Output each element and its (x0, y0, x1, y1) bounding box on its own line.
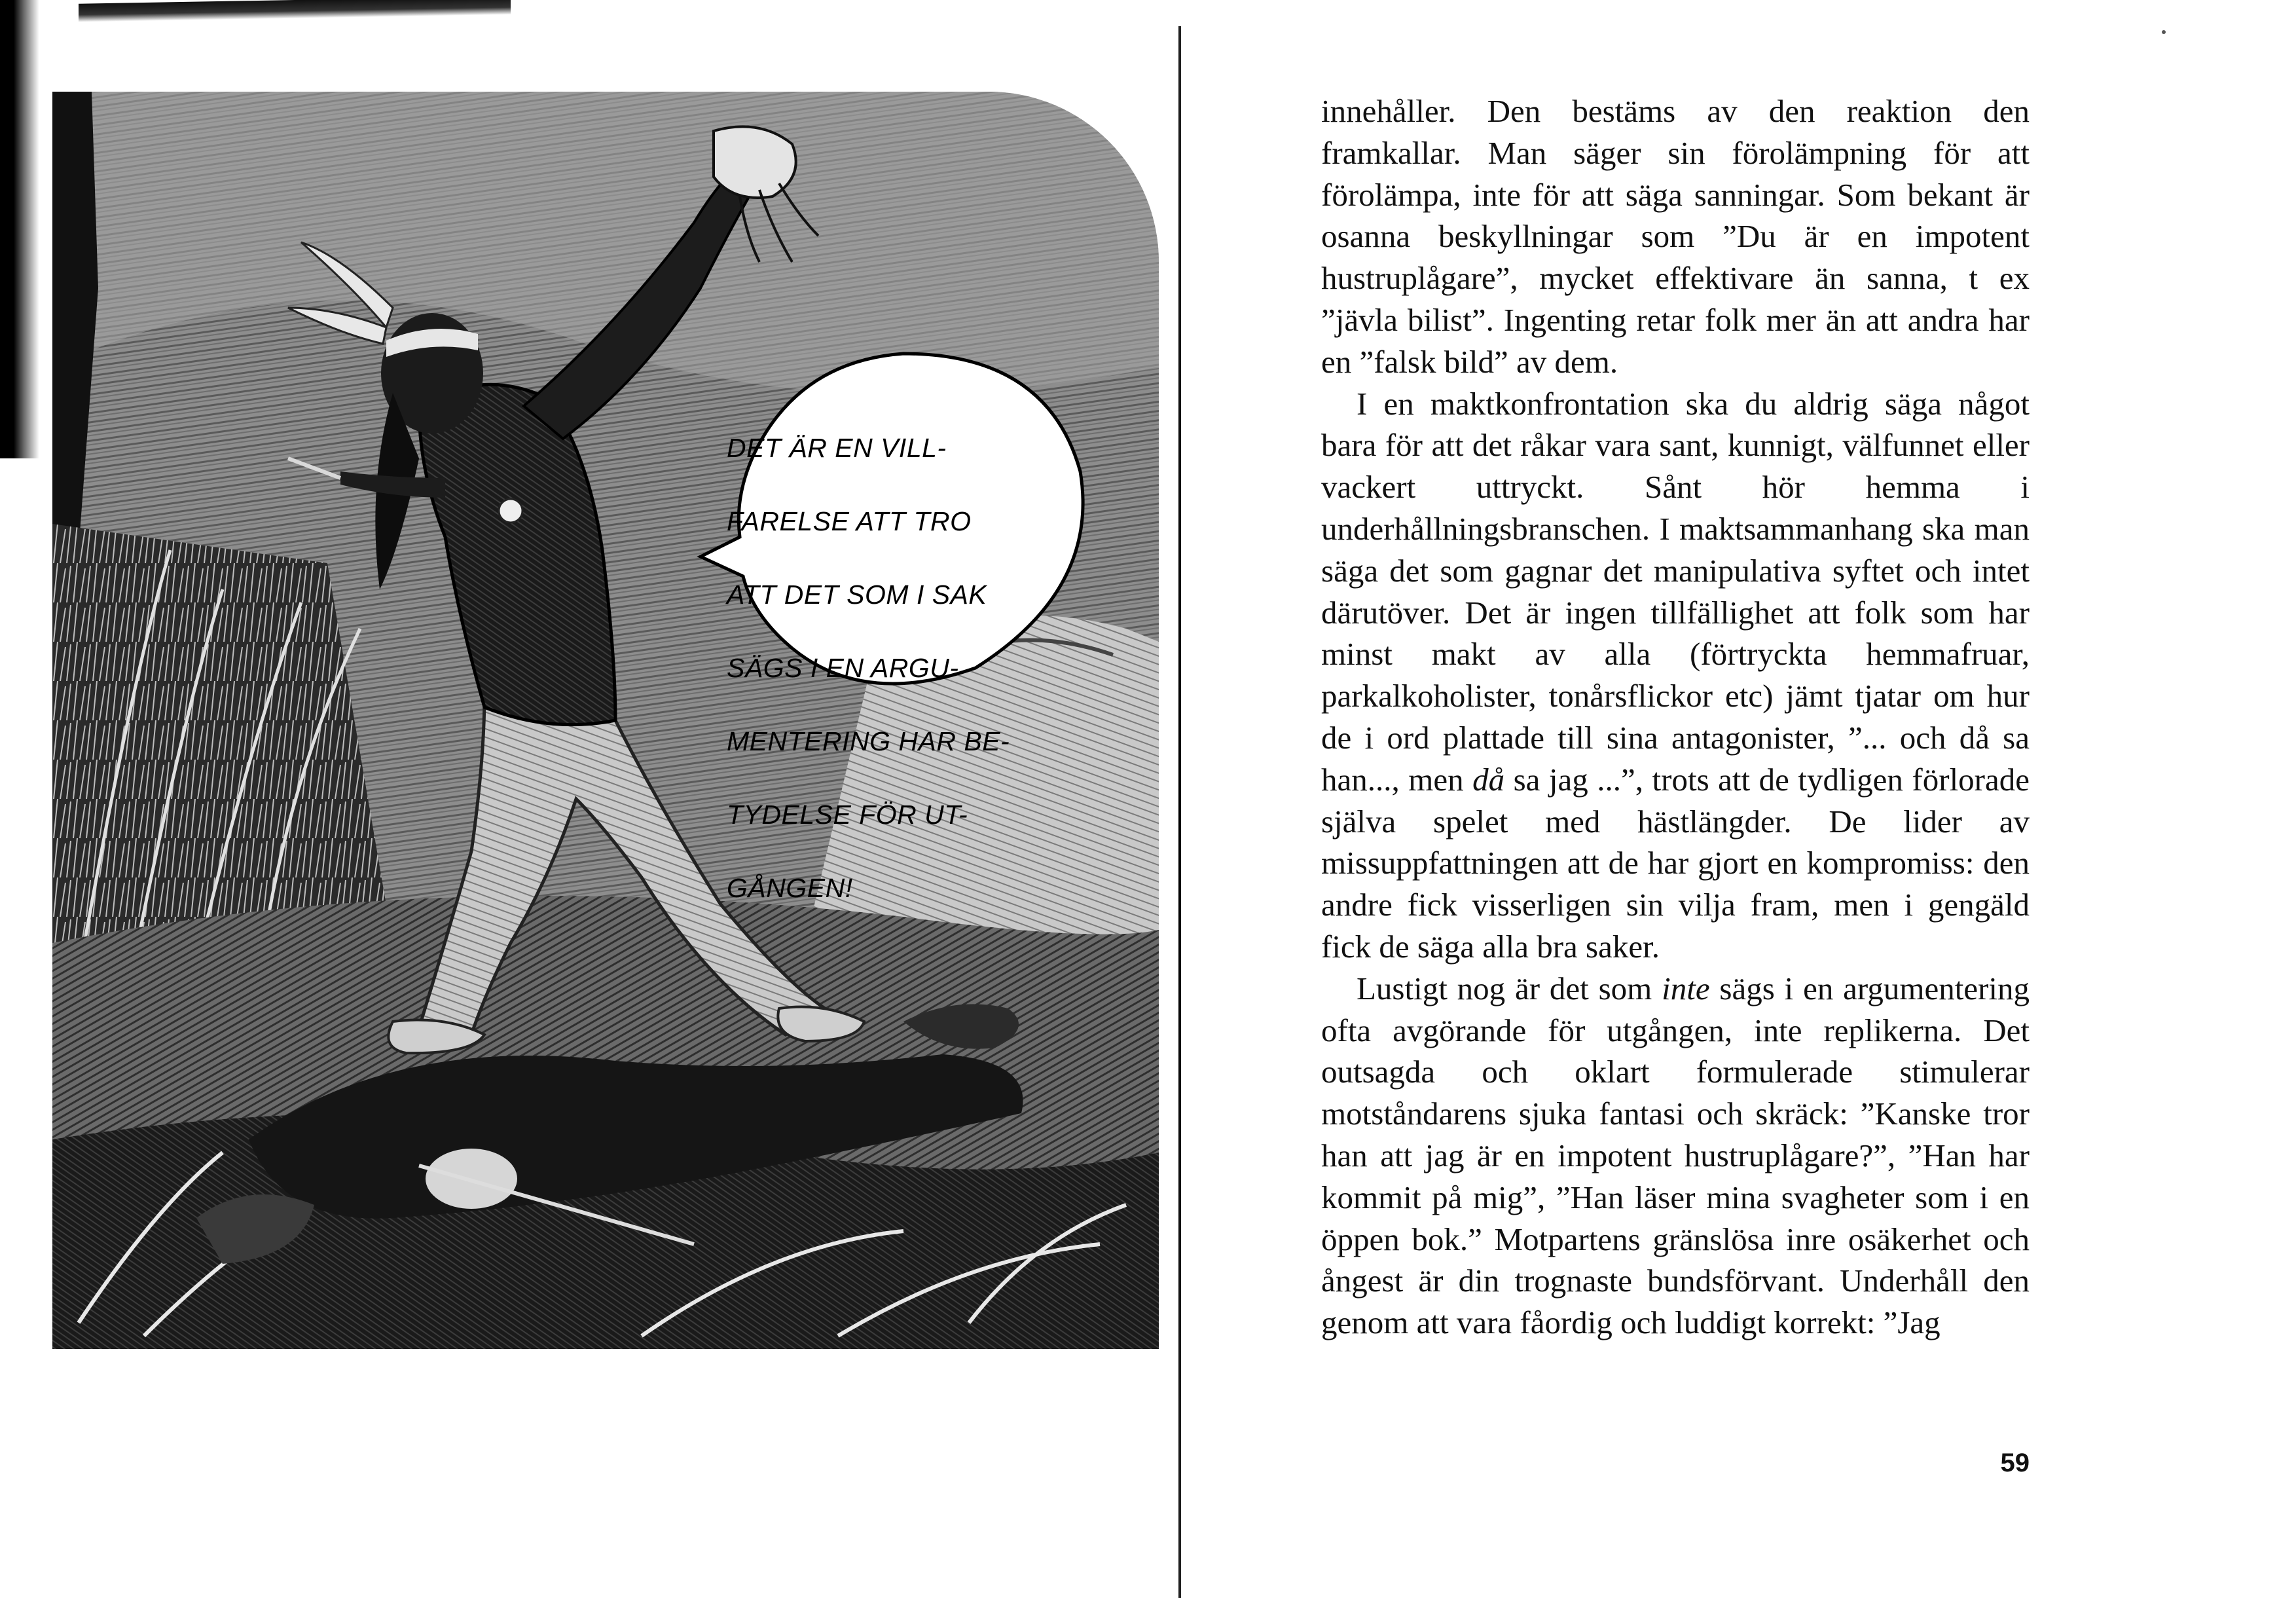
speech-line: TYDELSE FÖR UT- (727, 800, 968, 830)
italic-segment: inte (1662, 970, 1710, 1006)
page-gutter (1178, 26, 1181, 1598)
page-number: 59 (2000, 1449, 2030, 1477)
text-segment: innehåller. Den bestäms av den reaktion den framkallar. Man säger sin förolämpning för att förolämpa, inte för att säga sanningar. Som bekant är osanna beskyllningar som ”Du är en impotent hustruplågare”, mycket effektivare än sanna, t ex ”jävla bilist”. Ingenting retar folk mer än att andra har en ”falsk bild” av dem. (1321, 93, 2030, 380)
scan-speck (2162, 30, 2166, 34)
speech-line: ATT DET SOM I SAK (727, 580, 987, 610)
speech-line: DET ÄR EN VILL- (727, 433, 947, 463)
italic-segment: då (1472, 761, 1505, 798)
speech-line: FARELSE ATT TRO (727, 506, 972, 536)
text-segment: Lustigt nog är det som (1357, 970, 1662, 1006)
speech-bubble-text (727, 393, 1093, 943)
paragraph (1321, 90, 2030, 383)
paragraph (1321, 383, 2030, 968)
scan-shadow-edge (0, 0, 39, 458)
text-segment: I en maktkonfrontation ska du aldrig säga något bara för att det råkar vara sant, kunnigt, välfunnet eller vackert uttryckt. Sånt hör hemma i underhållningsbranschen. I maktsammanhang ska man säga det som gagnar det manipulativa syftet och intet därutöver. Det är ingen tillfällighet att folk som har minst makt av alla (förtryckta hemmafruar, parkalkoholister, tonårsflickor etc) jämt tjatar om hur de i ord plattade till sina antagonister, ”... och då sa han..., men (1321, 385, 2030, 798)
text-segment: sa jag ...”, trots att de tydligen förlorade själva spelet med hästlängder. De lider av missuppfattningen att de har gjort en kompromiss: den andre fick visserligen sin vilja fram, men i gengäld fick de säga alla bra saker. (1321, 761, 2030, 965)
text-segment: sägs i en argumentering ofta avgörande för utgången, inte replikerna. Det outsagda och oklart formulerade stimulerar motståndarens sjuka fantasi och skräck: ”Kanske tror han att jag är en impotent hustruplågare?”, ”Han har kommit på mig”, ”Han läser mina svagheter som i en öppen bok.” Motpartens gränslösa inre osäkerhet och ångest är din trognaste bundsförvant. Underhåll den genom att vara fåordig och luddigt korrekt: ”Jag (1321, 970, 2030, 1341)
paragraph (1321, 968, 2030, 1344)
speech-line: SÄGS I EN ARGU- (727, 653, 959, 683)
right-page (1198, 0, 2296, 1624)
speech-line: MENTERING HAR BE- (727, 726, 1010, 756)
scan-top-streak (79, 0, 511, 22)
speech-line: GÅNGEN! (727, 873, 853, 903)
body-text (1321, 90, 2030, 1344)
